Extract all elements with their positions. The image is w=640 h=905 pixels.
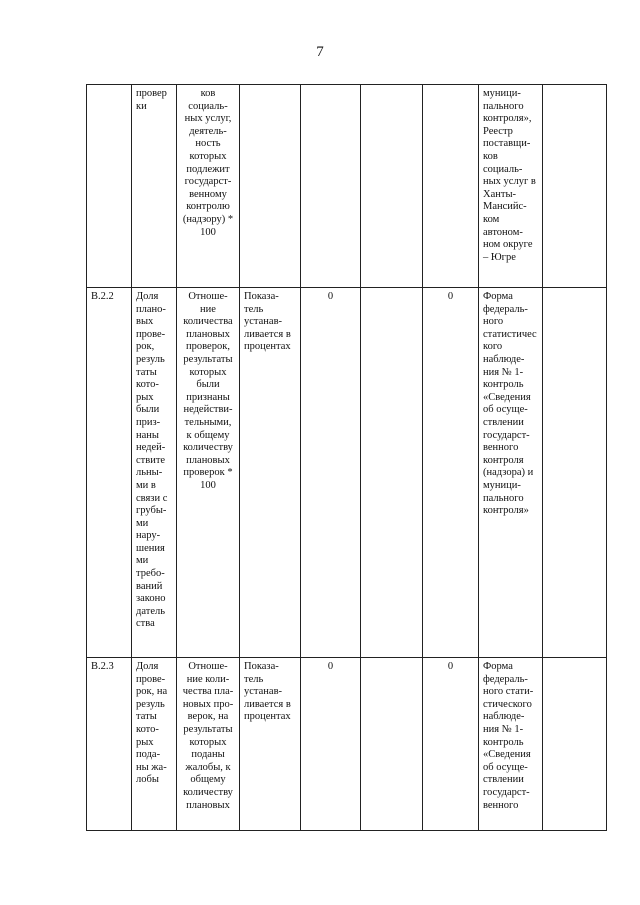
text-line: устанав- bbox=[244, 316, 283, 328]
text-line: чества пла- bbox=[182, 686, 234, 698]
text-line: рых bbox=[136, 736, 154, 748]
text-line: ного bbox=[483, 316, 504, 328]
text-line: наны bbox=[136, 429, 159, 441]
text-line: Мансийс- bbox=[483, 201, 527, 213]
text-line: – Югре bbox=[483, 251, 516, 263]
text-line: пода- bbox=[136, 749, 161, 761]
text-line: ние коли- bbox=[186, 673, 230, 685]
text-line: автоном- bbox=[483, 226, 523, 238]
text-line: 100 bbox=[200, 479, 216, 491]
text-line: ние bbox=[200, 303, 216, 315]
text-line: ния № 1- bbox=[483, 366, 524, 378]
indicator-code bbox=[87, 85, 132, 288]
empty-cell bbox=[361, 85, 423, 288]
text-line: количества bbox=[183, 316, 233, 328]
indicator-code: В.2.2 bbox=[87, 288, 132, 658]
text-line: датель bbox=[136, 605, 166, 617]
text-line: Форма bbox=[483, 661, 513, 672]
empty-cell bbox=[361, 288, 423, 658]
data-source bbox=[479, 658, 543, 831]
text-line: к общему bbox=[186, 429, 230, 441]
text-line: венного bbox=[483, 442, 519, 454]
text-line: кото- bbox=[136, 723, 159, 735]
text-line: плановых bbox=[186, 328, 230, 340]
text-line: Показа- bbox=[244, 291, 279, 302]
text-line: процентах bbox=[244, 341, 291, 353]
unit-note bbox=[240, 288, 301, 658]
text-line: прове- bbox=[136, 328, 166, 340]
text-line: федераль- bbox=[483, 673, 528, 685]
base-value: 0 bbox=[301, 658, 361, 831]
data-source bbox=[479, 85, 543, 288]
text-line: тель bbox=[244, 673, 264, 685]
indicator-name bbox=[132, 288, 177, 658]
text-line: контроль bbox=[483, 736, 524, 748]
text-line: Форма bbox=[483, 291, 513, 302]
page-number: 7 bbox=[316, 44, 324, 60]
text-line: ства bbox=[136, 618, 155, 630]
text-line: пального bbox=[483, 492, 524, 504]
text-line: ствите bbox=[136, 454, 166, 466]
text-line: кото- bbox=[136, 379, 159, 391]
text-line: ных услуг, bbox=[184, 113, 232, 125]
base-value: 0 bbox=[301, 288, 361, 658]
text-line: ми bbox=[136, 517, 149, 529]
text-line: ки bbox=[136, 100, 147, 112]
text-line: контроля bbox=[483, 454, 524, 466]
text-line: ливается в bbox=[244, 698, 291, 710]
text-line: рых bbox=[136, 391, 154, 403]
text-line: процентах bbox=[244, 711, 291, 723]
text-line: поставщи- bbox=[483, 138, 531, 150]
text-line: связи с bbox=[136, 492, 168, 504]
data-source bbox=[479, 288, 543, 658]
table-row bbox=[87, 85, 607, 288]
text-line: которых bbox=[189, 736, 227, 748]
text-line: ливается в bbox=[244, 328, 291, 340]
text-line: рок, на bbox=[136, 686, 168, 698]
text-line: ми в bbox=[136, 479, 156, 491]
text-line: ком bbox=[483, 213, 500, 225]
text-line: нару- bbox=[136, 530, 161, 542]
text-line: контроля», bbox=[483, 113, 532, 125]
text-line: проверок * bbox=[183, 467, 233, 479]
text-line: 100 bbox=[200, 226, 216, 238]
text-line: подлежит bbox=[186, 163, 230, 175]
text-line: законо bbox=[136, 593, 166, 605]
text-line: тельными, bbox=[184, 416, 232, 428]
text-line: (надзору) * bbox=[182, 213, 234, 225]
text-line: социаль- bbox=[188, 100, 228, 112]
text-line: ствлении bbox=[483, 416, 524, 428]
text-line: верок, на bbox=[187, 711, 229, 723]
empty-cell bbox=[543, 85, 607, 288]
text-line: ных услуг в bbox=[483, 176, 536, 188]
text-line: Отноше- bbox=[188, 661, 228, 672]
unit-note bbox=[240, 85, 301, 288]
text-line: наблюде- bbox=[483, 711, 525, 723]
text-line: вых bbox=[136, 316, 154, 328]
text-line: новых про- bbox=[182, 698, 234, 710]
text-line: ствлении bbox=[483, 774, 524, 786]
text-line: Доля bbox=[136, 661, 159, 672]
text-line: ном округе bbox=[483, 239, 533, 251]
text-line: «Сведения bbox=[483, 391, 531, 403]
text-line: государст- bbox=[184, 176, 232, 188]
text-line: которых bbox=[189, 150, 227, 162]
calculation-formula bbox=[177, 288, 240, 658]
text-line: венного bbox=[483, 799, 519, 811]
base-value bbox=[301, 85, 361, 288]
text-line: ного стати- bbox=[483, 686, 534, 698]
text-line: провер bbox=[136, 88, 167, 99]
text-line: признаны bbox=[186, 391, 230, 403]
text-line: рок, bbox=[136, 341, 155, 353]
text-line: результаты bbox=[183, 353, 233, 365]
text-line: наблюде- bbox=[483, 353, 525, 365]
text-line: ваний bbox=[136, 580, 163, 592]
text-line: шения bbox=[136, 542, 165, 554]
text-line: венному bbox=[189, 188, 227, 200]
text-line: муници- bbox=[483, 88, 521, 99]
text-line: Показа- bbox=[244, 661, 279, 672]
text-line: результаты bbox=[183, 723, 233, 735]
text-line: государст- bbox=[483, 429, 530, 441]
text-line: лобы bbox=[136, 774, 159, 786]
text-line: резуль bbox=[136, 698, 165, 710]
text-line: кого bbox=[483, 341, 503, 353]
unit-note bbox=[240, 658, 301, 831]
text-line: об осуще- bbox=[483, 761, 528, 773]
empty-cell bbox=[543, 288, 607, 658]
text-line: Реестр bbox=[483, 125, 513, 137]
text-line: плано- bbox=[136, 303, 166, 315]
text-line: контроля» bbox=[483, 505, 529, 517]
text-line: об осуще- bbox=[483, 404, 528, 416]
text-line: ков bbox=[483, 150, 498, 162]
text-line: общему bbox=[190, 774, 226, 786]
indicator-name bbox=[132, 85, 177, 288]
empty-cell bbox=[361, 658, 423, 831]
text-line: муници- bbox=[483, 479, 521, 491]
target-value: 0 bbox=[423, 658, 479, 831]
table-row bbox=[87, 288, 607, 658]
text-line: резуль bbox=[136, 353, 165, 365]
text-line: таты bbox=[136, 711, 157, 723]
text-line: ния № 1- bbox=[483, 723, 524, 735]
text-line: контролю bbox=[186, 201, 230, 213]
text-line: были bbox=[136, 404, 160, 416]
text-line: прове- bbox=[136, 673, 166, 685]
target-value: 0 bbox=[423, 288, 479, 658]
text-line: ность bbox=[195, 138, 221, 150]
text-line: недействи- bbox=[183, 404, 233, 416]
text-line: количеству bbox=[183, 786, 233, 798]
empty-cell bbox=[543, 658, 607, 831]
text-line: социаль- bbox=[483, 163, 523, 175]
text-line: грубы- bbox=[136, 505, 167, 517]
text-line: приз- bbox=[136, 416, 161, 428]
text-line: которых bbox=[189, 366, 227, 378]
text-line: Ханты- bbox=[483, 188, 517, 200]
calculation-formula bbox=[177, 658, 240, 831]
text-line: устанав- bbox=[244, 686, 283, 698]
text-line: федераль- bbox=[483, 303, 528, 315]
text-line: пального bbox=[483, 100, 524, 112]
indicator-code: В.2.3 bbox=[87, 658, 132, 831]
indicator-name bbox=[132, 658, 177, 831]
text-line: ков bbox=[200, 88, 216, 99]
text-line: плановых bbox=[186, 454, 230, 466]
text-line: количеству bbox=[183, 442, 233, 454]
text-line: контроль bbox=[483, 379, 524, 391]
indicators-table bbox=[86, 84, 607, 831]
text-line: государст- bbox=[483, 786, 530, 798]
calculation-formula bbox=[177, 85, 240, 288]
text-line: льны- bbox=[136, 467, 163, 479]
text-line: ми bbox=[136, 555, 149, 567]
table-row bbox=[87, 658, 607, 831]
text-line: (надзора) и bbox=[483, 467, 534, 479]
text-line: поданы bbox=[191, 749, 225, 761]
text-line: «Сведения bbox=[483, 749, 531, 761]
text-line: Доля bbox=[136, 291, 159, 302]
text-line: недей- bbox=[136, 442, 166, 454]
text-line: требо- bbox=[136, 568, 165, 580]
text-line: ны жа- bbox=[136, 761, 167, 773]
text-line: тель bbox=[244, 303, 264, 315]
text-line: были bbox=[196, 379, 220, 391]
text-line: статистичес bbox=[483, 328, 537, 340]
text-line: стического bbox=[483, 698, 532, 710]
text-line: проверок, bbox=[186, 341, 230, 353]
text-line: деятель- bbox=[189, 125, 227, 137]
text-line: Отноше- bbox=[188, 291, 228, 302]
text-line: таты bbox=[136, 366, 157, 378]
text-line: жалобы, к bbox=[185, 761, 231, 773]
text-line: плановых bbox=[186, 799, 230, 811]
target-value bbox=[423, 85, 479, 288]
